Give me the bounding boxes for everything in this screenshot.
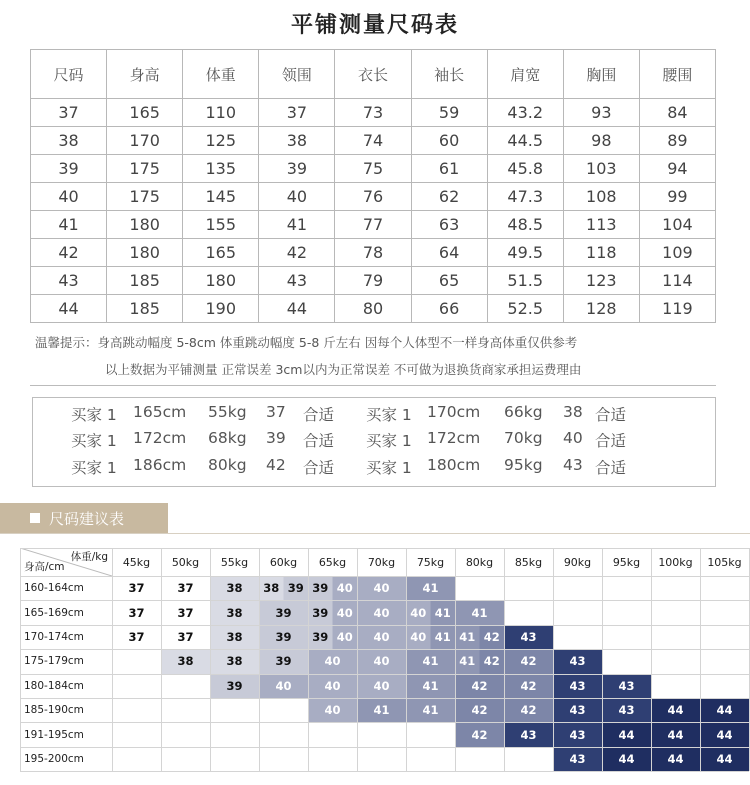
table-header-row (31, 50, 716, 99)
buyer-field: 合适 (303, 432, 335, 450)
table-cell: 125 (183, 127, 259, 155)
height-row-label: 191-195cm (24, 728, 84, 741)
table-cell: 145 (183, 183, 259, 211)
size-cell: 41 42 (455, 649, 504, 673)
buyer-field: 186cm (133, 456, 187, 474)
size-cell: 40 (308, 674, 357, 698)
size-cell: 39 40 (308, 625, 357, 649)
weight-header: 60kg (269, 555, 298, 569)
size-cell: 42 (504, 698, 553, 722)
weight-axis-label: 体重/kg (70, 551, 108, 563)
buyer-field: 买家 1 (71, 406, 117, 424)
size-cell: 40 (357, 576, 406, 600)
grid-line (161, 548, 162, 771)
grid-line (553, 548, 554, 771)
buyer-field: 42 (266, 456, 286, 474)
table-cell: 84 (639, 99, 715, 127)
buyer-field: 165cm (133, 403, 187, 421)
size-cell: 38 (210, 600, 259, 624)
table-cell: 42 (259, 239, 335, 267)
table-cell: 41 (31, 211, 107, 239)
buyer-field: 172cm (133, 429, 187, 447)
size-cell: 40 (308, 698, 357, 722)
buyer-field: 95kg (504, 456, 543, 474)
table-row (31, 127, 716, 155)
size-cell: 39 (259, 649, 308, 673)
table-cell: 79 (335, 267, 411, 295)
square-icon (30, 513, 40, 523)
buyer-field: 40 (563, 429, 583, 447)
table-row (31, 155, 716, 183)
table-cell: 44 (31, 295, 107, 323)
size-cell: 41 (406, 674, 455, 698)
size-cell: 41 (406, 576, 455, 600)
size-cell: 43 (602, 698, 651, 722)
table-cell: 74 (335, 127, 411, 155)
size-cell: 44 (651, 698, 700, 722)
buyer-field: 80kg (208, 456, 247, 474)
buyer-field: 买家 1 (71, 459, 117, 477)
size-cell: 44 (651, 747, 700, 771)
table-cell: 37 (31, 99, 107, 127)
weight-header: 90kg (563, 555, 592, 569)
size-cell: 40 (357, 674, 406, 698)
buyer-field: 合适 (595, 459, 627, 477)
section-header (0, 503, 168, 533)
size-cell: 40 (357, 625, 406, 649)
table-cell: 59 (411, 99, 487, 127)
table-cell: 180 (107, 239, 183, 267)
tip-note: 温馨提示：身高跳动幅度 5-8cm 体重跳动幅度 5-8 斤左右 因每个人体型不一样身高体重仅供参考 (35, 335, 578, 350)
table-cell: 41 (259, 211, 335, 239)
table-row (31, 267, 716, 295)
table-cell: 61 (411, 155, 487, 183)
grid-line (308, 548, 309, 771)
weight-header: 95kg (612, 555, 641, 569)
table-cell: 89 (639, 127, 715, 155)
grid-line (700, 548, 701, 771)
size-cell: 38 (210, 649, 259, 673)
table-cell: 38 (31, 127, 107, 155)
grid-line (651, 548, 652, 771)
grid-line (504, 548, 505, 771)
table-cell: 78 (335, 239, 411, 267)
table-cell: 63 (411, 211, 487, 239)
buyer-field: 合适 (303, 406, 335, 424)
height-row-label: 170-174cm (24, 630, 84, 643)
size-cell: 43 (504, 722, 553, 746)
weight-header: 80kg (465, 555, 494, 569)
grid-corner (20, 548, 112, 576)
table-cell: 48.5 (487, 211, 563, 239)
table-cell: 190 (183, 295, 259, 323)
table-cell: 155 (183, 211, 259, 239)
table-row (31, 295, 716, 323)
table-cell: 37 (259, 99, 335, 127)
size-cell: 43 (553, 649, 602, 673)
weight-header: 70kg (367, 555, 396, 569)
size-cell: 40 (259, 674, 308, 698)
buyer-field: 38 (563, 403, 583, 421)
size-cell: 38 (210, 625, 259, 649)
size-cell: 41 (406, 649, 455, 673)
column-header: 肩宽 (487, 50, 563, 99)
buyer-field: 172cm (427, 429, 481, 447)
size-cell: 44 (602, 747, 651, 771)
height-row-label: 175-179cm (24, 655, 84, 668)
height-row-label: 180-184cm (24, 679, 84, 692)
table-cell: 60 (411, 127, 487, 155)
size-cell: 41 42 (455, 625, 504, 649)
table-cell: 40 (259, 183, 335, 211)
table-cell: 175 (107, 183, 183, 211)
weight-header: 75kg (416, 555, 445, 569)
table-cell: 43.2 (487, 99, 563, 127)
grid-line (112, 548, 113, 771)
size-cell: 44 (602, 722, 651, 746)
table-cell: 64 (411, 239, 487, 267)
table-cell: 180 (107, 211, 183, 239)
table-cell: 104 (639, 211, 715, 239)
size-recommendation-grid (20, 548, 749, 771)
size-cell: 40 (357, 649, 406, 673)
size-cell: 38 (161, 649, 210, 673)
divider (30, 385, 716, 386)
buyer-field: 43 (563, 456, 583, 474)
grid-line (20, 600, 749, 601)
table-cell: 99 (639, 183, 715, 211)
size-cell: 42 (504, 674, 553, 698)
table-cell: 135 (183, 155, 259, 183)
buyer-field: 买家 1 (366, 406, 412, 424)
buyer-examples-box (32, 397, 716, 487)
column-header: 腰围 (639, 50, 715, 99)
size-cell: 39 (210, 674, 259, 698)
height-row-label: 160-164cm (24, 582, 84, 595)
height-row-label: 165-169cm (24, 606, 84, 619)
table-row (31, 183, 716, 211)
buyer-field: 合适 (303, 459, 335, 477)
table-cell: 43 (31, 267, 107, 295)
grid-line (406, 548, 407, 771)
table-cell: 123 (563, 267, 639, 295)
size-cell: 39 40 (308, 600, 357, 624)
table-cell: 51.5 (487, 267, 563, 295)
buyer-field: 合适 (595, 432, 627, 450)
size-cell: 42 (455, 722, 504, 746)
size-cell: 40 41 (406, 625, 455, 649)
size-cell: 39 40 (308, 576, 357, 600)
column-header: 尺码 (31, 50, 107, 99)
size-cell: 43 (553, 722, 602, 746)
column-header: 胸围 (563, 50, 639, 99)
size-cell: 42 (455, 698, 504, 722)
table-cell: 94 (639, 155, 715, 183)
table-row (31, 211, 716, 239)
size-cell: 44 (700, 747, 749, 771)
table-cell: 165 (183, 239, 259, 267)
table-cell: 44 (259, 295, 335, 323)
table-cell: 45.8 (487, 155, 563, 183)
height-axis-label: 身高/cm (24, 561, 65, 573)
size-cell: 43 (553, 698, 602, 722)
size-cell: 38 (210, 576, 259, 600)
table-cell: 93 (563, 99, 639, 127)
size-cell: 37 (112, 576, 161, 600)
table-cell: 118 (563, 239, 639, 267)
size-cell: 41 (406, 698, 455, 722)
table-cell: 114 (639, 267, 715, 295)
table-cell: 43 (259, 267, 335, 295)
size-cell: 41 (455, 600, 504, 624)
buyer-field: 37 (266, 403, 286, 421)
grid-line (20, 722, 749, 723)
grid-line (602, 548, 603, 771)
buyer-field: 买家 1 (366, 459, 412, 477)
weight-header: 55kg (220, 555, 249, 569)
table-cell: 47.3 (487, 183, 563, 211)
table-cell: 39 (259, 155, 335, 183)
size-cell: 42 (504, 649, 553, 673)
size-cell: 38 39 (259, 576, 308, 600)
table-cell: 65 (411, 267, 487, 295)
buyer-field: 39 (266, 429, 286, 447)
measurement-table (30, 49, 716, 323)
table-cell: 76 (335, 183, 411, 211)
table-cell: 39 (31, 155, 107, 183)
buyer-field: 68kg (208, 429, 247, 447)
table-cell: 40 (31, 183, 107, 211)
column-header: 袖长 (411, 50, 487, 99)
section-divider (0, 533, 750, 534)
table-cell: 66 (411, 295, 487, 323)
weight-header: 45kg (122, 555, 151, 569)
table-row (31, 239, 716, 267)
grid-line (20, 548, 21, 771)
section-title: 尺码建议表 (49, 510, 125, 528)
size-cell: 44 (700, 698, 749, 722)
buyer-field: 买家 1 (366, 432, 412, 450)
size-cell: 43 (602, 674, 651, 698)
table-cell: 185 (107, 295, 183, 323)
table-cell: 175 (107, 155, 183, 183)
grid-line (20, 747, 749, 748)
grid-line (210, 548, 211, 771)
grid-line (259, 548, 260, 771)
grid-line (20, 576, 749, 577)
buyer-field: 55kg (208, 403, 247, 421)
size-cell: 42 (455, 674, 504, 698)
table-cell: 110 (183, 99, 259, 127)
grid-line (20, 674, 749, 675)
size-cell: 40 (308, 649, 357, 673)
size-cell: 43 (553, 747, 602, 771)
table-cell: 42 (31, 239, 107, 267)
page-title: 平铺测量尺码表 (290, 13, 459, 38)
weight-header: 105kg (707, 555, 742, 569)
size-cell: 37 (161, 625, 210, 649)
size-cell: 37 (161, 576, 210, 600)
buyer-field: 170cm (427, 403, 481, 421)
grid-line (20, 625, 749, 626)
table-cell: 103 (563, 155, 639, 183)
column-header: 衣长 (335, 50, 411, 99)
height-row-label: 185-190cm (24, 704, 84, 717)
table-cell: 108 (563, 183, 639, 211)
column-header: 领围 (259, 50, 335, 99)
size-cell: 39 (259, 625, 308, 649)
size-cell: 40 41 (406, 600, 455, 624)
table-cell: 73 (335, 99, 411, 127)
table-row (31, 99, 716, 127)
size-cell: 40 (357, 600, 406, 624)
buyer-field: 买家 1 (71, 432, 117, 450)
table-cell: 62 (411, 183, 487, 211)
table-cell: 44.5 (487, 127, 563, 155)
weight-header: 100kg (658, 555, 693, 569)
weight-header: 85kg (514, 555, 543, 569)
grid-line (20, 548, 749, 549)
grid-line (20, 649, 749, 650)
grid-line (20, 771, 749, 772)
table-cell: 165 (107, 99, 183, 127)
size-cell: 39 (259, 600, 308, 624)
size-cell: 37 (161, 600, 210, 624)
grid-line (455, 548, 456, 771)
table-cell: 119 (639, 295, 715, 323)
measurement-note: 以上数据为平铺测量 正常误差 3cm以内为正常误差 不可做为退换货商家承担运费理由 (105, 362, 582, 377)
grid-line (20, 698, 749, 699)
table-cell: 75 (335, 155, 411, 183)
size-cell: 44 (651, 722, 700, 746)
size-cell: 43 (553, 674, 602, 698)
buyer-field: 70kg (504, 429, 543, 447)
size-cell: 37 (112, 600, 161, 624)
column-header: 体重 (183, 50, 259, 99)
buyer-field: 180cm (427, 456, 481, 474)
size-cell: 43 (504, 625, 553, 649)
table-cell: 109 (639, 239, 715, 267)
table-cell: 128 (563, 295, 639, 323)
buyer-field: 合适 (595, 406, 627, 424)
column-header: 身高 (107, 50, 183, 99)
table-cell: 49.5 (487, 239, 563, 267)
table-cell: 52.5 (487, 295, 563, 323)
buyer-field: 66kg (504, 403, 543, 421)
size-cell: 41 (357, 698, 406, 722)
table-cell: 170 (107, 127, 183, 155)
table-cell: 77 (335, 211, 411, 239)
size-cell: 37 (112, 625, 161, 649)
size-cell: 44 (700, 722, 749, 746)
grid-line (357, 548, 358, 771)
table-cell: 180 (183, 267, 259, 295)
table-cell: 98 (563, 127, 639, 155)
table-cell: 185 (107, 267, 183, 295)
weight-header: 65kg (318, 555, 347, 569)
height-row-label: 195-200cm (24, 752, 84, 765)
table-cell: 80 (335, 295, 411, 323)
table-cell: 113 (563, 211, 639, 239)
weight-header: 50kg (171, 555, 200, 569)
table-cell: 38 (259, 127, 335, 155)
